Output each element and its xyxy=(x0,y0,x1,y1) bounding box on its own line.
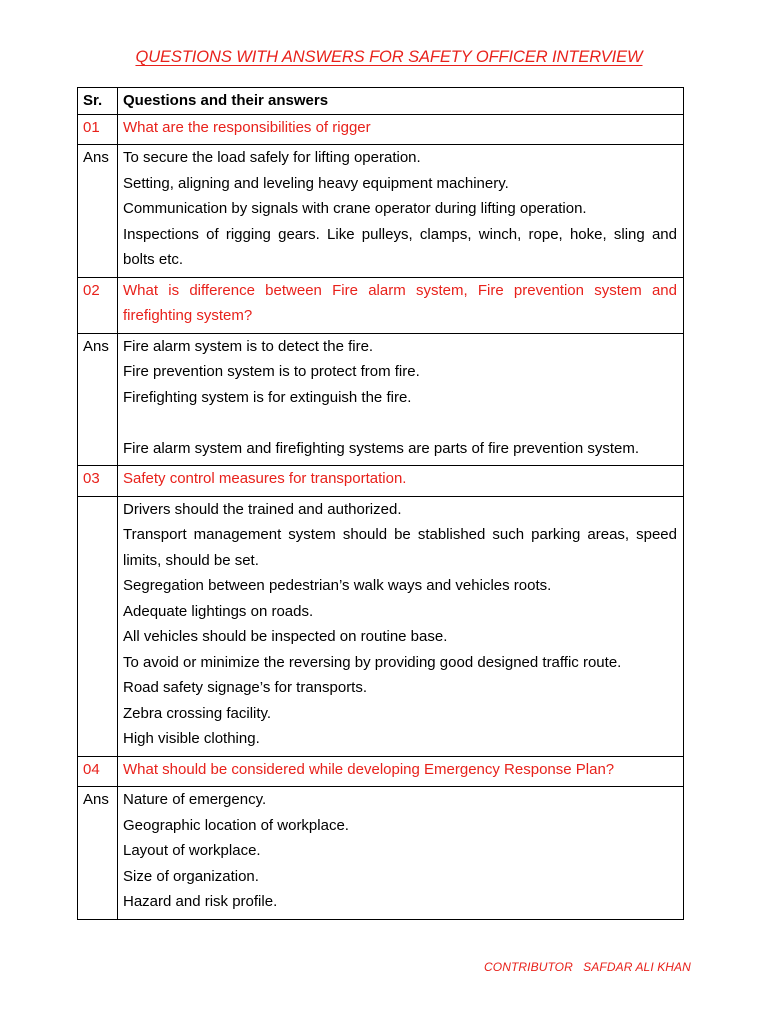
answer-line: Adequate lightings on roads. xyxy=(123,602,314,620)
answer-line: Inspections of rigging gears. Like pulleys, clamps, winch, rope, hoke, sling and bolts etc. xyxy=(123,225,677,268)
question-row xyxy=(78,756,684,787)
answer-label: Ans xyxy=(78,145,118,278)
question-line: What should be considered while developing Emergency Response Plan? xyxy=(123,760,615,778)
blank-line xyxy=(123,410,677,436)
answer-line: All vehicles should be inspected on routine base. xyxy=(123,628,448,645)
question-text xyxy=(118,277,684,333)
answer-row xyxy=(78,333,684,466)
question-row xyxy=(78,277,684,333)
contributor-credit: CONTRIBUTOR SAFDAR ALI KHAN xyxy=(484,960,691,974)
question-number: 04 xyxy=(78,756,118,787)
answer-line: Fire alarm system is to detect the fire. xyxy=(123,337,374,355)
sr-header: Sr. xyxy=(78,88,118,115)
answer-row xyxy=(78,787,684,920)
table-header-row xyxy=(78,88,684,115)
answer-row xyxy=(78,496,684,756)
answer-label: Ans xyxy=(78,787,118,920)
answer-line: To secure the load safely for lifting operation. xyxy=(123,149,421,166)
question-text xyxy=(118,756,684,787)
answer-list xyxy=(118,496,684,756)
answer-list xyxy=(118,145,684,278)
question-line: What are the responsibilities of rigger xyxy=(123,118,371,136)
answer-line: Zebra crossing facility. xyxy=(123,704,272,722)
answer-line: High visible clothing. xyxy=(123,730,260,747)
answer-line: Road safety signage’s for transports. xyxy=(123,679,368,696)
question-number: 02 xyxy=(78,277,118,333)
answer-line: Transport management system should be stablished such parking areas, speed limits, should be set. xyxy=(123,526,677,569)
question-text xyxy=(118,466,684,497)
answer-line: Firefighting system is for extinguish the fire. xyxy=(123,388,412,406)
answer-row xyxy=(78,145,684,278)
answer-label: Ans xyxy=(78,333,118,466)
question-number: 01 xyxy=(78,114,118,145)
answer-line: Fire alarm system and firefighting systems are parts of fire prevention system. xyxy=(123,439,640,457)
qa-table xyxy=(77,87,684,920)
answer-list xyxy=(118,333,684,466)
question-line: What is difference between Fire alarm system, Fire prevention system and firefighting system? xyxy=(123,281,677,324)
content-header: Questions and their answers xyxy=(118,88,684,115)
answer-line: Geographic location of workplace. xyxy=(123,816,349,834)
answer-line: Layout of workplace. xyxy=(123,842,261,859)
question-row xyxy=(78,114,684,145)
answer-line: To avoid or minimize the reversing by providing good designed traffic route. xyxy=(123,653,622,671)
answer-label xyxy=(78,496,118,756)
answer-line: Hazard and risk profile. xyxy=(123,893,278,910)
answer-line: Setting, aligning and leveling heavy equipment machinery. xyxy=(123,174,509,192)
page-title: QUESTIONS WITH ANSWERS FOR SAFETY OFFICER INTERVIEW xyxy=(135,48,643,66)
question-text xyxy=(118,114,684,145)
answer-line: Nature of emergency. xyxy=(123,791,267,808)
answer-line: Segregation between pedestrian’s walk ways and vehicles roots. xyxy=(123,577,552,594)
answer-list xyxy=(118,787,684,920)
answer-line: Communication by signals with crane operator during lifting operation. xyxy=(123,200,587,217)
question-number: 03 xyxy=(78,466,118,497)
answer-line: Fire prevention system is to protect from fire. xyxy=(123,363,420,380)
answer-line: Size of organization. xyxy=(123,867,259,885)
answer-line: Drivers should the trained and authorized. xyxy=(123,500,402,518)
question-row xyxy=(78,466,684,497)
question-line: Safety control measures for transportation. xyxy=(123,470,407,487)
